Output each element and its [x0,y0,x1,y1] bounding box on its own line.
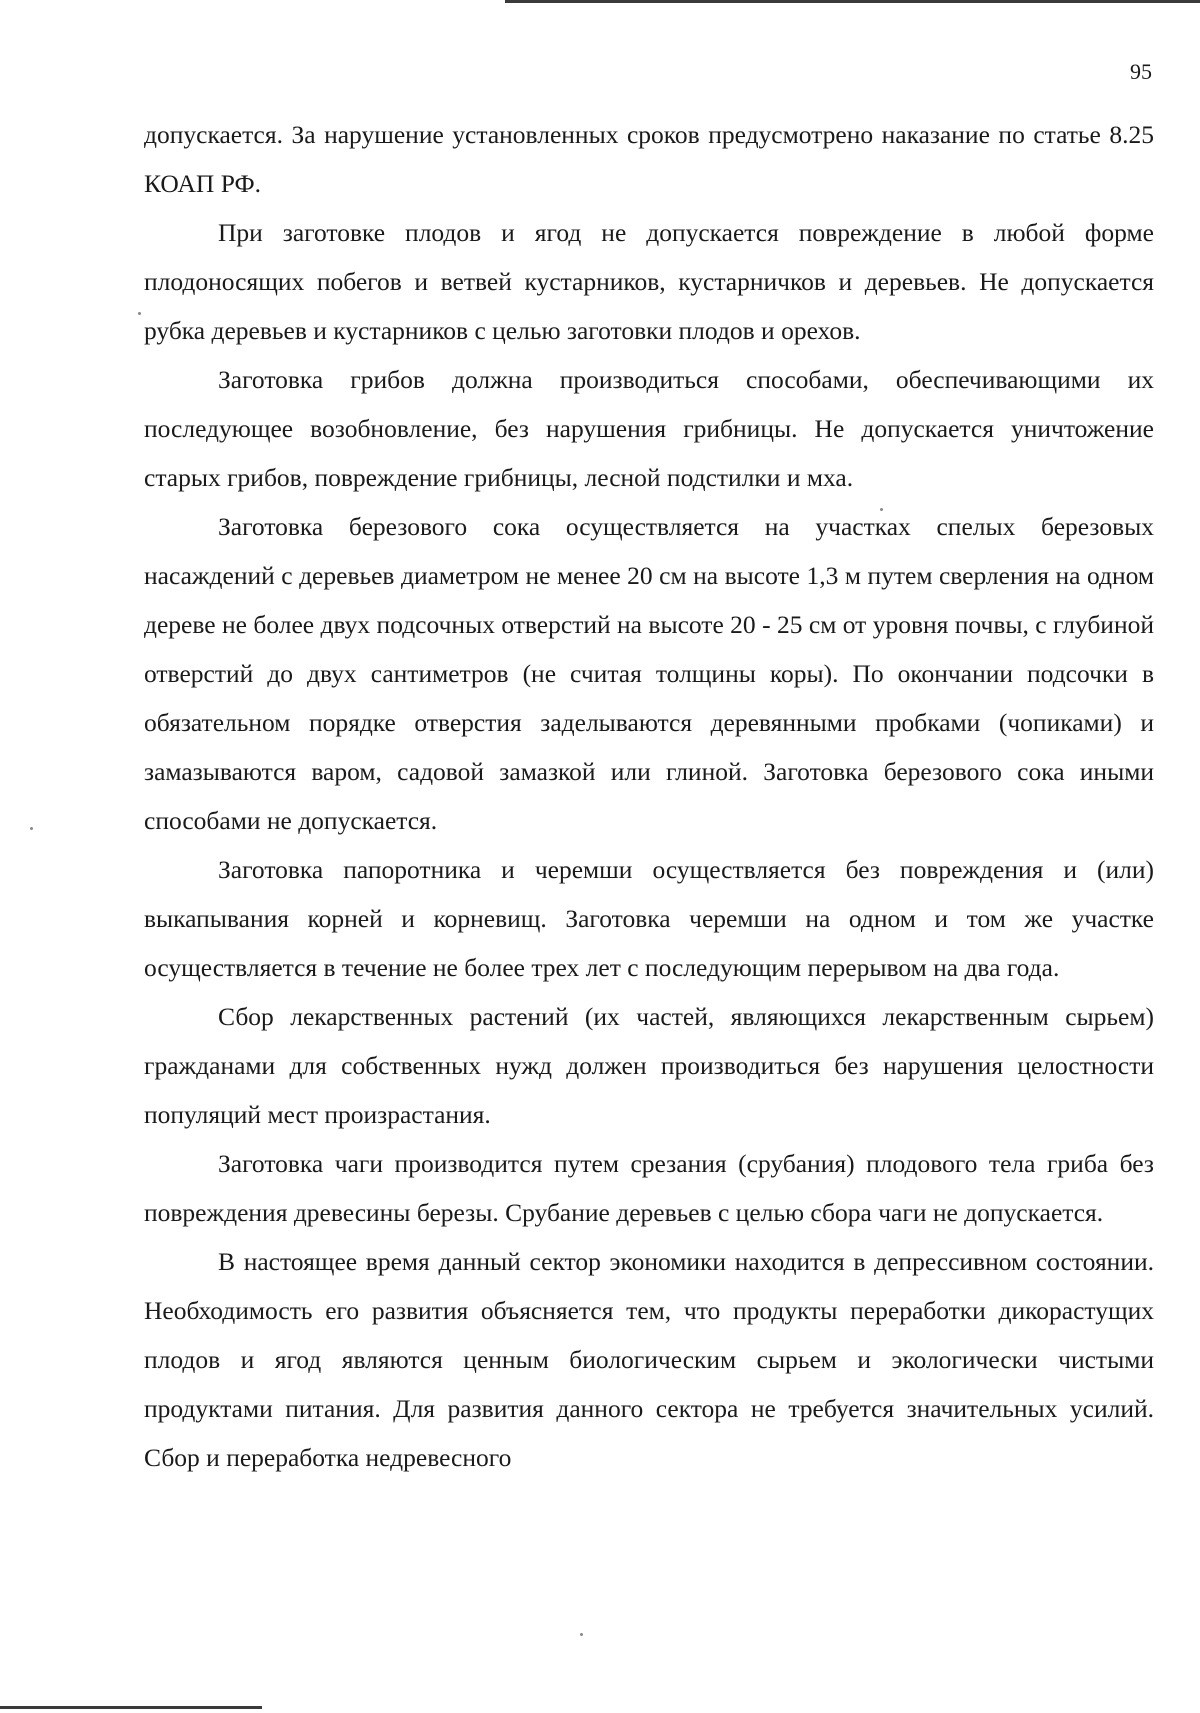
scan-speck [30,827,33,830]
paragraph-fruit-berries: При заготовке плодов и ягод не допускается повреждение в любой форме плодоносящих побегов и ветвей кустарников, кустарничков и деревьев. Не допускается рубка деревьев и кустарников с целью заготовки плодов и орехов. [144,218,1154,345]
scan-speck [580,1633,583,1636]
scan-edge-bottom [0,1706,262,1709]
scan-edge-top [505,0,1200,3]
paragraph-medicinal-plants: Сбор лекарственных растений (их частей, являющихся лекарственным сырьем) гражданами для собственных нужд должен производиться без нарушения целостности популяций мест произрастания. [144,1002,1154,1129]
page-number: 95 [1130,59,1152,84]
scan-speck [880,508,883,511]
paragraph-mushrooms: Заготовка грибов должна производиться способами, обеспечивающими их последующее возобновление, без нарушения грибницы. Не допускается уничтожение старых грибов, повреждение грибницы, лесной подстилки и мха. [144,365,1154,492]
paragraph-chaga: Заготовка чаги производится путем срезания (срубания) плодового тела гриба без повреждения древесины березы. Срубание деревьев с целью сбора чаги не допускается. [144,1149,1154,1227]
paragraph-birch-sap: Заготовка березового сока осуществляется на участках спелых березовых насаждений с деревьев диаметром не менее 20 см на высоте 1,3 м путем сверления на одном дереве не более двух подсочных отверстий на высоте 20 - 25 см от уровня почвы, с глубиной отверстий до двух сантиметров (не считая толщины коры). По окончании подсочки в обязательном порядке отверстия заделываются деревянными пробками (чопиками) и замазываются варом, садовой замазкой или глиной. Заготовка березового сока иными способами не допускается. [144,512,1154,835]
paragraph-fern-ramson: Заготовка папоротника и черемши осуществляется без повреждения и (или) выкапывания корней и корневищ. Заготовка черемши на одном и том же участке осуществляется в течение не более трех лет с последующим перерывом на два года. [144,855,1154,982]
page-body [144,110,1154,1482]
paragraph-sector-state: В настоящее время данный сектор экономики находится в депрессивном состоянии. Необходимость его развития объясняется тем, что продукты переработки дикорастущих плодов и ягод являются ценным биологическим сырьем и экологически чистыми продуктами питания. Для развития данного сектора не требуется значительных усилий. Сбор и переработка недревесного [144,1247,1154,1472]
scan-speck [138,312,141,315]
paragraph-continuation: допускается. За нарушение установленных сроков предусмотрено наказание по статье 8.25 КОАП РФ. [144,120,1154,198]
